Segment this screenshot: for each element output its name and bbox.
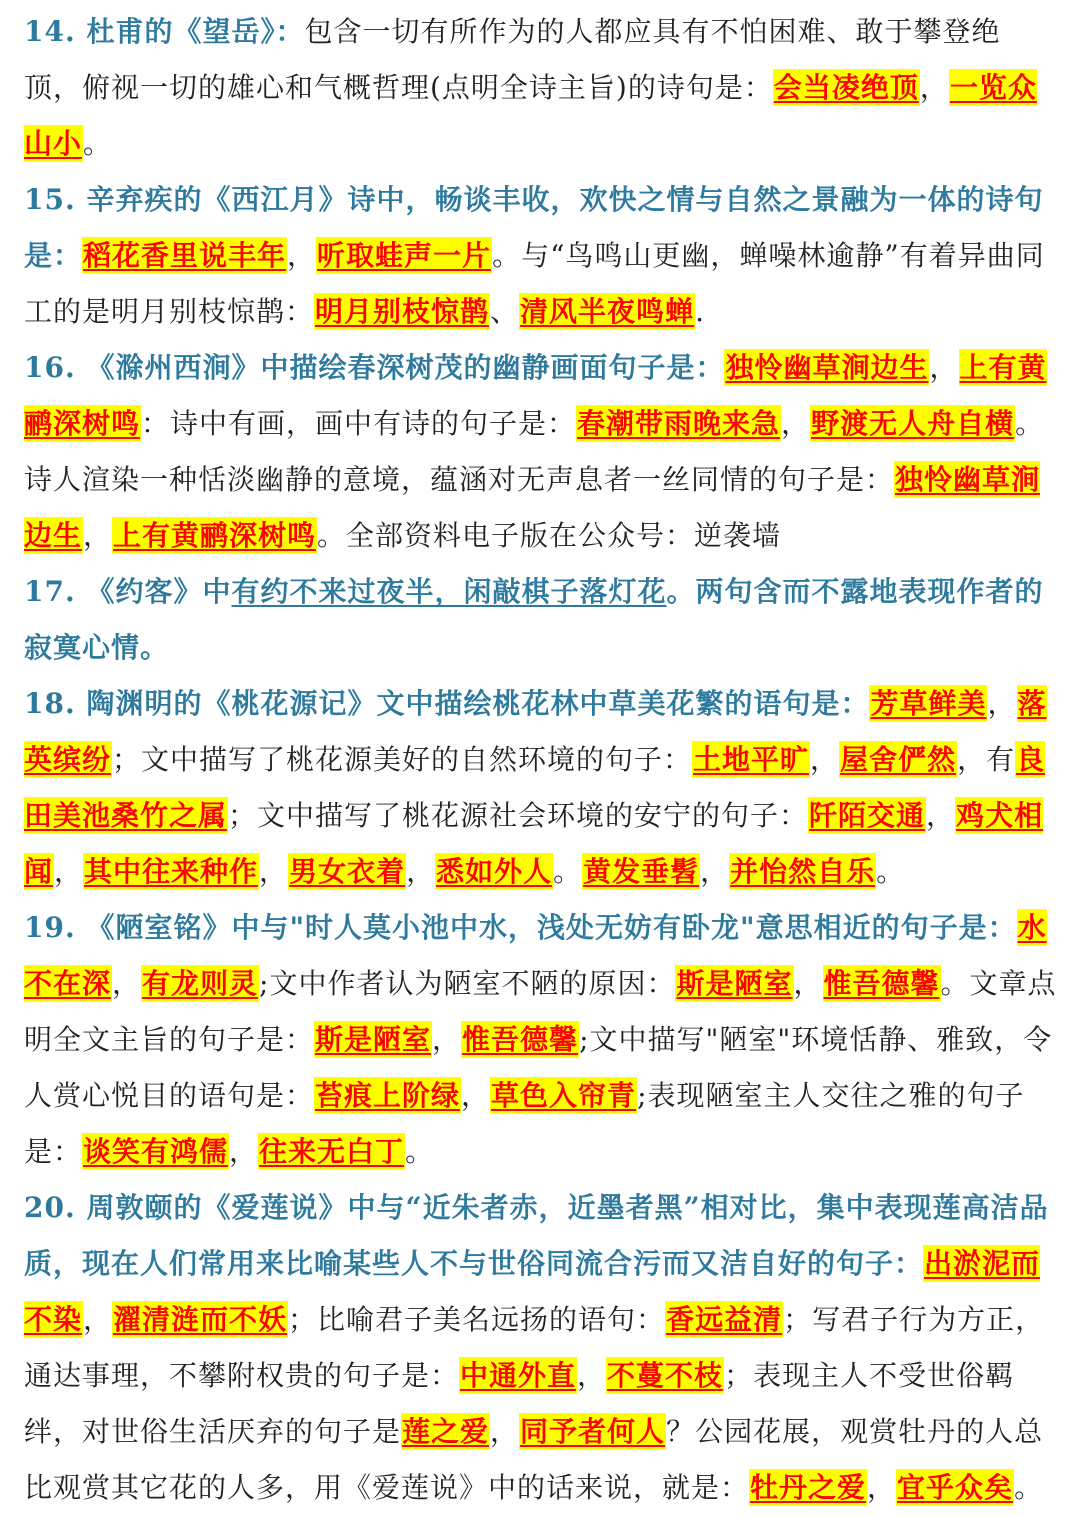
question-text: 14. 杜甫的《望岳》： [24,15,305,48]
answer-highlight: 野渡无人舟自横 [811,407,1015,440]
body-text: ， [432,1023,462,1056]
answer-highlight: 濯清涟而不妖 [113,1303,288,1336]
question-text: 17. 《约客》中 [24,575,232,608]
answer-highlight: 有龙则灵 [142,967,259,1000]
answer-highlight: 悉如外人 [436,855,553,888]
answer-highlight: 屋舍俨然 [840,743,957,776]
document-page [0,4,1080,1504]
answer-highlight: 水不在深 [24,911,1047,1000]
body-text: 、 [490,295,520,328]
answer-highlight: 鸡犬相闻 [24,799,1044,888]
answer-highlight: 惟吾德馨 [462,1023,579,1056]
answer-highlight: 会当凌绝顶 [773,71,919,104]
answer-highlight: 清风半夜鸣蝉 [520,295,695,328]
question-text: 18. 陶渊明的《桃花源记》文中描绘桃花林中草美花繁的语句是： [24,687,870,720]
body-text: ， [700,855,730,888]
question-paragraph [24,676,1058,900]
question-paragraph [24,172,1058,340]
answer-highlight: 并怡然自乐 [730,855,876,888]
answer-highlight: 芳草鲜美 [870,687,987,720]
question-paragraph [24,340,1058,564]
body-text: ：诗中有画，画中有诗的句子是： [141,407,577,440]
answer-highlight: 土地平旷 [693,743,810,776]
answer-highlight: 草色入帘青 [491,1079,637,1112]
answer-highlight: 上有黄鹂深树鸣 [24,351,1047,440]
question-paragraph [24,1180,1058,1516]
body-text: ， [112,967,142,1000]
answer-highlight: 黄发垂髫 [583,855,700,888]
body-text: ；表现主人不受世俗羁绊，对世俗生活厌弃的句子是 [24,1359,1015,1448]
answer-highlight: 阡陌交通 [809,799,926,832]
body-text: ， [926,799,956,832]
question-text: 16. 《滁州西涧》中描绘春深树茂的幽静画面句子是： [24,351,725,384]
answer-highlight: 惟吾德馨 [823,967,940,1000]
body-text: ， [83,1303,113,1336]
body-text: ， [781,407,811,440]
question-paragraph [24,564,1058,676]
answer-highlight: 男女衣着 [289,855,406,888]
answer-highlight: 谈笑有鸿儒 [83,1135,229,1168]
answer-highlight: 牡丹之爱 [750,1471,867,1504]
body-text: ， [793,967,823,1000]
answer-highlight: 稻花香里说丰年 [83,239,287,272]
answer-highlight: 其中往来种作 [84,855,259,888]
answer-highlight: 斯是陋室 [315,1023,432,1056]
body-text: ， [54,855,84,888]
body-text: 。 [553,855,583,888]
answer-highlight: 往来无白丁 [259,1135,405,1168]
question-text: 19. 《陋室铭》中与"时人莫小池中水，浅处无妨有卧龙"意思相近的句子是： [24,911,1017,944]
body-text: 。 [1014,1471,1044,1504]
body-text: ， [810,743,840,776]
answer-highlight: 独怜幽草涧边生 [24,463,1041,552]
answer-highlight: 同予者何人 [520,1415,666,1448]
body-text: . [695,295,705,328]
answer-highlight: 宜乎众矣 [897,1471,1014,1504]
underlined-question-text: 有约不来过夜半，闲敲棋子落灯花 [231,575,667,608]
body-text: ， [577,1359,607,1392]
body-text: ;文中描写"陋室"环境恬静、雅致，令人赏心悦目的语句是： [24,1023,1053,1112]
body-text: ， [229,1135,259,1168]
body-text: ， [987,687,1017,720]
answer-highlight: 上有黄鹂深树鸣 [113,519,317,552]
body-text: ， [929,351,959,384]
body-text: ，有 [957,743,1016,776]
body-text: ， [490,1415,520,1448]
body-text: 。 [876,855,906,888]
question-text: 。两句含而不露地表现作者的寂寞心情。 [24,575,1044,664]
question-text: 20. 周敦颐的《爱莲说》中与“近朱者赤，近墨者黑”相对比，集中表现莲高洁品质，现在人们常用来比喻某些人不与世俗同流合污而又洁自好的句子： [24,1191,1049,1280]
body-text: 。 [83,127,113,160]
body-text: ， [259,855,289,888]
answer-highlight: 香远益清 [666,1303,783,1336]
body-text: ， [919,71,949,104]
question-paragraph [24,4,1058,172]
body-text: ， [406,855,436,888]
body-text: 。全部资料电子版在公众号：逆袭墙 [317,519,782,552]
question-text: 15. 辛弃疾的《西江月》诗中，畅谈丰收，欢快之情与自然之景融为一体的诗句是： [24,183,1044,272]
answer-highlight: 良田美池桑竹之属 [24,743,1046,832]
answer-highlight: 中通外直 [460,1359,577,1392]
body-text: ；写君子行为方正，通达事理，不攀附权贵的句子是： [24,1303,1045,1392]
answer-highlight: 一览众山小 [24,71,1037,160]
body-text: ；比喻君子美名远扬的语句： [288,1303,666,1336]
answer-highlight: 不蔓不枝 [607,1359,724,1392]
answer-highlight: 苔痕上阶绿 [315,1079,461,1112]
answer-highlight: 莲之爱 [402,1415,490,1448]
body-text: 。文章点明全文主旨的句子是： [24,967,1057,1056]
body-text: 。诗人渲染一种恬淡幽静的意境，蕴涵对无声息者一丝同情的句子是： [24,407,1045,496]
body-text: 。与“鸟鸣山更幽，蝉噪林逾静”有着异曲同工的是明月别枝惊鹊： [24,239,1045,328]
body-text: ， [287,239,317,272]
answer-highlight: 独怜幽草涧边生 [725,351,929,384]
answer-highlight: 明月别枝惊鹊 [315,295,490,328]
body-text: ;表现陋室主人交往之雅的句子是： [24,1079,1025,1168]
body-text: ；文中描写了桃花源美好的自然环境的句子： [112,743,693,776]
body-text: ;文中作者认为陋室不陋的原因： [259,967,676,1000]
body-text: ， [867,1471,897,1504]
body-text: 包含一切有所作为的人都应具有不怕困难、敢于攀登绝顶，俯视一切的雄心和气概哲理(点明全诗主旨)的诗句是： [24,15,1001,104]
body-text: ？公园花展，观赏牡丹的人总比观赏其它花的人多，用《爱莲说》中的话来说，就是： [24,1415,1044,1504]
body-text: 。 [405,1135,435,1168]
answer-highlight: 落英缤纷 [24,687,1047,776]
body-text: ；文中描写了桃花源社会环境的安宁的句子： [228,799,809,832]
answer-highlight: 斯是陋室 [676,967,793,1000]
answer-highlight: 春潮带雨晚来急 [577,407,781,440]
answer-highlight: 出淤泥而不染 [24,1247,1041,1336]
answer-highlight: 听取蛙声一片 [317,239,492,272]
body-text: ， [83,519,113,552]
body-text: ， [461,1079,491,1112]
question-paragraph [24,900,1058,1180]
